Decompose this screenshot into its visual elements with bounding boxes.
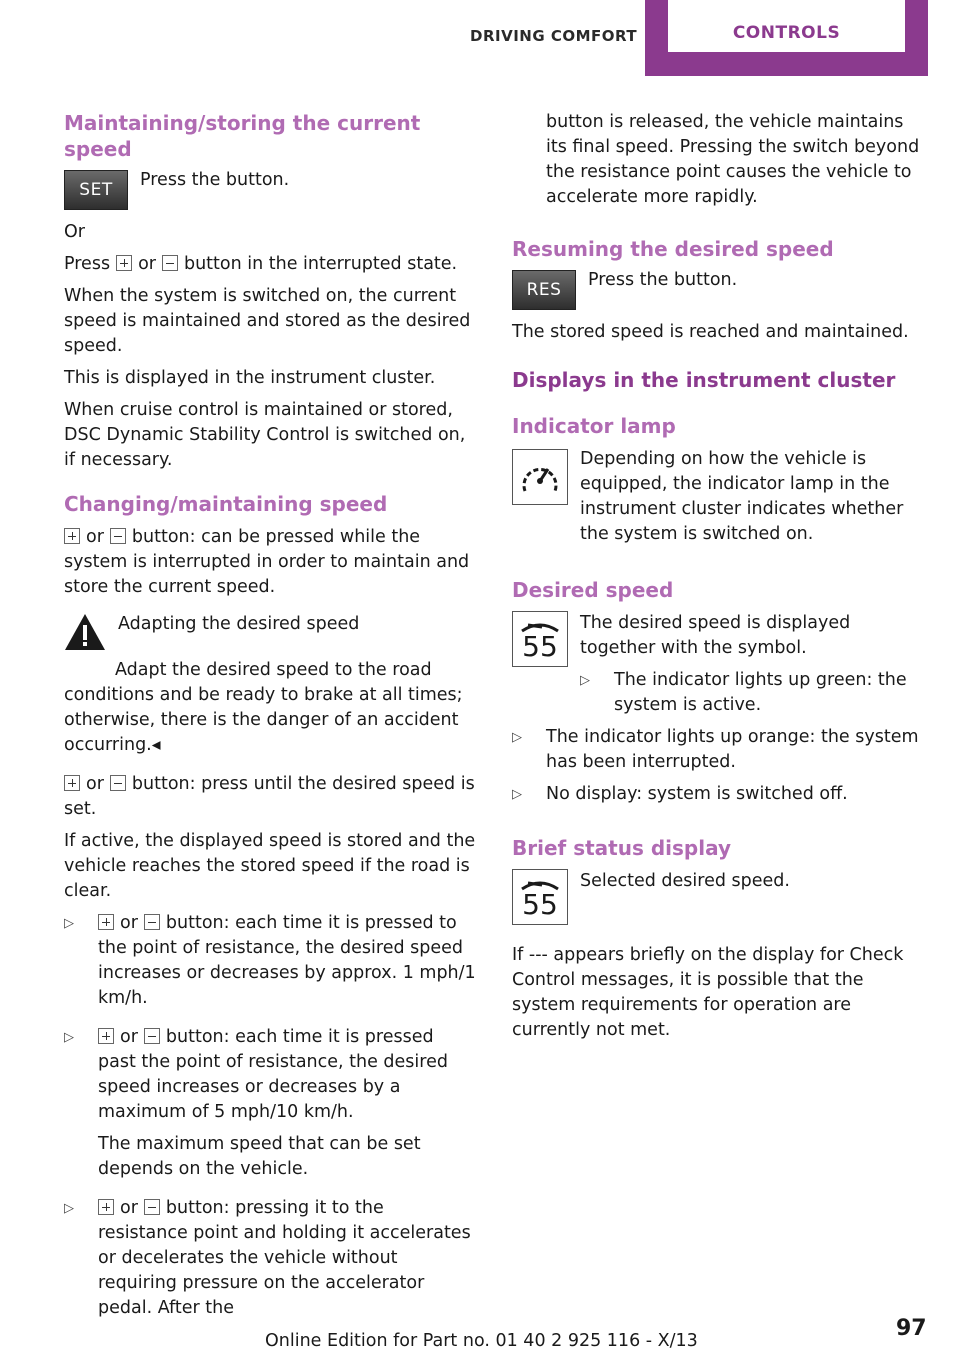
paragraph-stored: The stored speed is reached and maintained. [512,322,909,342]
res-button-icon: RES [512,270,576,310]
paragraph-if-active: If active, the displayed speed is stored and the vehicle reaches the stored speed if the road is clear. [64,831,476,901]
paragraph-press-until: or button: press until the desired speed is set. [64,774,475,819]
brief-speed-icon [512,869,568,925]
warning-text: Adapt the desired speed to the road conditions and be ready to brake at all times; otherwise, there is the danger of an accident occurring.◂ [64,660,463,755]
heading-brief: Brief status display [512,836,731,860]
paragraph-switched-on: When the system is switched on, the current speed is maintained and stored as the desired speed. [64,286,471,356]
list-item: ▷ or button: each time it is pressed to the point of resistance, the desired speed increases or decreases by approx. 1 mph/1 km/h. [64,913,476,1008]
warning-triangle-icon [64,612,106,652]
list-item: ▷ or button: pressing it to the resistance point and holding it accelerates or decelerates the vehicle without requiring pressure on the accelerator pedal. After the [64,1198,471,1318]
indicator-text: Depending on how the vehicle is equipped, the indicator lamp in the instrument cluster indicates whether the system is switched on. [580,449,904,544]
cruise-indicator-icon [512,449,568,505]
list-item: ▷ or button: each time it is pressed past the point of resistance, the desired speed increases or decreases by a maximum of 5 mph/10 km/h. The maximum speed that can be set depends on the vehicle. [64,1025,476,1182]
plus-icon [64,528,80,544]
warning-block [64,612,476,652]
plus-icon [116,255,132,271]
paragraph-continued: button is released, the vehicle maintains its final speed. Pressing the switch beyond the resistance point causes the vehicle to accelerate more rapidly. [546,112,920,207]
header-tab-label: CONTROLS [732,23,841,43]
speed-number: 55 [522,630,558,663]
list-item: ▷ The indicator lights up green: the system is active. [580,670,907,715]
list-item: ▷ No display: system is switched off. [512,784,848,804]
right-bullet-list [512,725,928,807]
left-column [64,110,476,1328]
set-button-icon: SET [64,170,128,210]
header-tab [645,0,928,76]
heading-changing: Changing/maintaining speed [64,492,388,516]
heading-maintaining: Maintaining/storing the current speed [64,111,421,161]
minus-icon [144,1028,160,1044]
paragraph-can-be-pressed: or button: can be pressed while the system is interrupted in order to maintain and store the current speed. [64,527,470,597]
speed-number: 55 [522,888,558,921]
res-text: Press the button. [588,270,738,290]
list-item-note: The maximum speed that can be set depends on the vehicle. [98,1134,421,1179]
list-item: ▷ The indicator lights up orange: the system has been interrupted. [512,727,919,772]
header-section: DRIVING COMFORT [470,27,638,45]
set-text: Press the button. [140,170,290,190]
minus-icon [144,914,160,930]
right-column [512,110,928,1050]
heading-desired: Desired speed [512,578,674,602]
minus-icon [162,255,178,271]
desired-text: The desired speed is displayed together with the symbol. [580,613,851,658]
paragraph-check-control: If --- appears briefly on the display for Check Control messages, it is possible that the system requirements for operation are currently not met. [512,945,904,1040]
plus-icon [64,775,80,791]
left-bullet-list [64,911,476,1321]
warning-title: Adapting the desired speed [118,614,360,634]
heading-indicator: Indicator lamp [512,414,676,438]
footer-edition: Online Edition for Part no. 01 40 2 925 116 - X/13 [265,1331,698,1351]
heading-resume: Resuming the desired speed [512,237,834,261]
brief-text: Selected desired speed. [580,871,790,891]
desired-speed-icon [512,611,568,667]
minus-icon [144,1199,160,1215]
plus-icon [98,1028,114,1044]
plus-icon [98,1199,114,1215]
paragraph-displayed: This is displayed in the instrument cluster. [64,368,436,388]
heading-displays: Displays in the instrument cluster [512,368,896,392]
plus-icon [98,914,114,930]
or-text: Or [64,222,85,242]
press-line: Press or button in the interrupted state. [64,254,458,274]
minus-icon [110,528,126,544]
minus-icon [110,775,126,791]
paragraph-dsc: When cruise control is maintained or stored, DSC Dynamic Stability Control is switched on, if necessary. [64,400,466,470]
page-number: 97 [896,1316,927,1341]
